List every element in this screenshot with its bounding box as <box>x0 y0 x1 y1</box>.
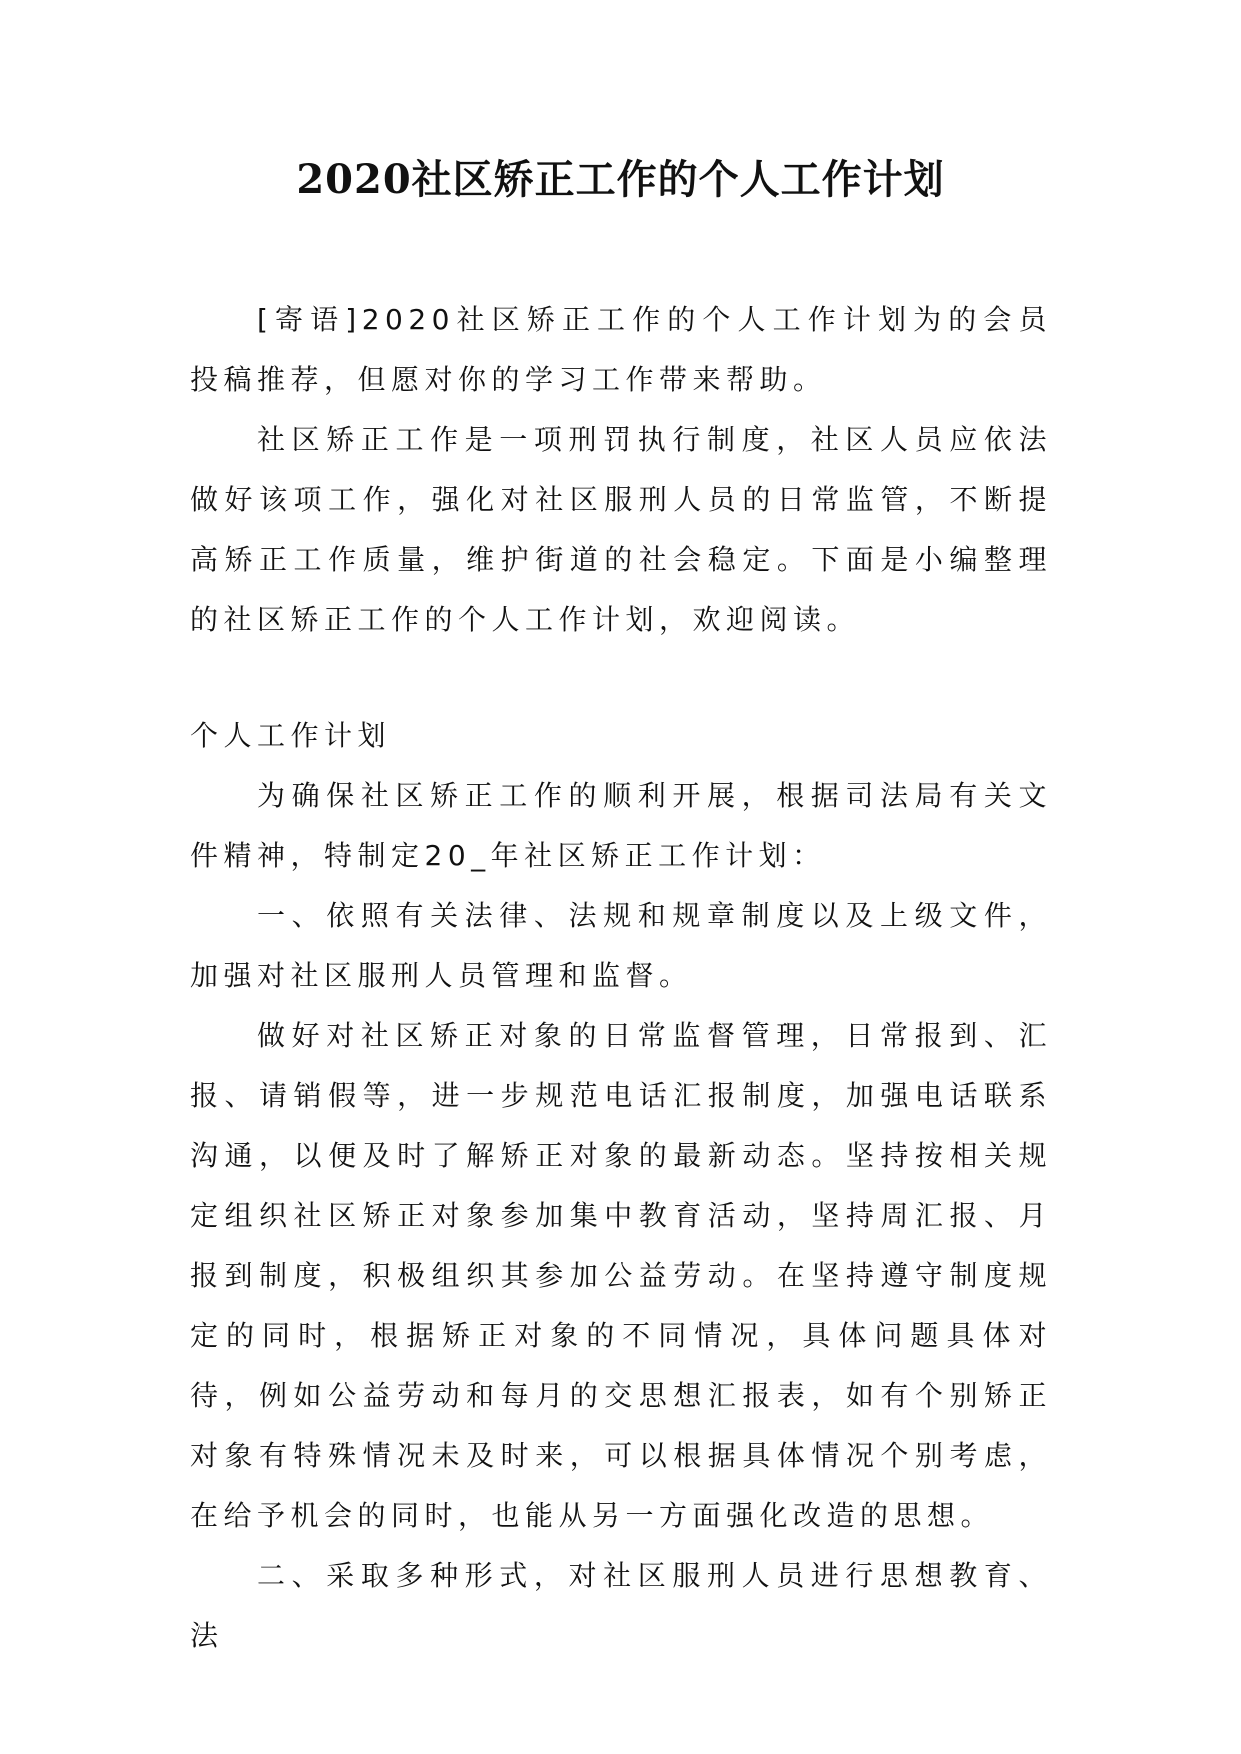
intro-paragraph: [寄语]2020社区矫正工作的个人工作计划为的会员投稿推荐，但愿对你的学习工作带来帮助。 <box>190 303 1052 396</box>
document-body <box>190 290 1052 1666</box>
intro-paragraph: 社区矫正工作是一项刑罚执行制度，社区人员应依法做好该项工作，强化对社区服刑人员的日常监管，不断提高矫正工作质量，维护街道的社会稳定。下面是小编整理的社区矫正工作的个人工作计划，欢迎阅读。 <box>190 423 1052 636</box>
body-paragraph: 为确保社区矫正工作的顺利开展，根据司法局有关文件精神，特制定20_年社区矫正工作计划： <box>190 779 1052 872</box>
section-spacer <box>190 650 1052 706</box>
body-paragraph: 一、依照有关法律、法规和规章制度以及上级文件，加强对社区服刑人员管理和监督。 <box>190 899 1052 992</box>
section-heading: 个人工作计划 <box>190 719 392 752</box>
body-paragraph: 做好对社区矫正对象的日常监督管理，日常报到、汇报、请销假等，进一步规范电话汇报制度，加强电话联系沟通，以便及时了解矫正对象的最新动态。坚持按相关规定组织社区矫正对象参加集中教育活动，坚持周汇报、月报到制度，积极组织其参加公益劳动。在坚持遵守制度规定的同时，根据矫正对象的不同情况，具体问题具体对待，例如公益劳动和每月的交思想汇报表，如有个别矫正对象有特殊情况未及时来，可以根据具体情况个别考虑，在给予机会的同时，也能从另一方面强化改造的思想。 <box>190 1019 1052 1532</box>
document-title: 2020社区矫正工作的个人工作计划 <box>296 156 945 203</box>
body-paragraph: 二、采取多种形式，对社区服刑人员进行思想教育、法 <box>190 1559 1052 1652</box>
